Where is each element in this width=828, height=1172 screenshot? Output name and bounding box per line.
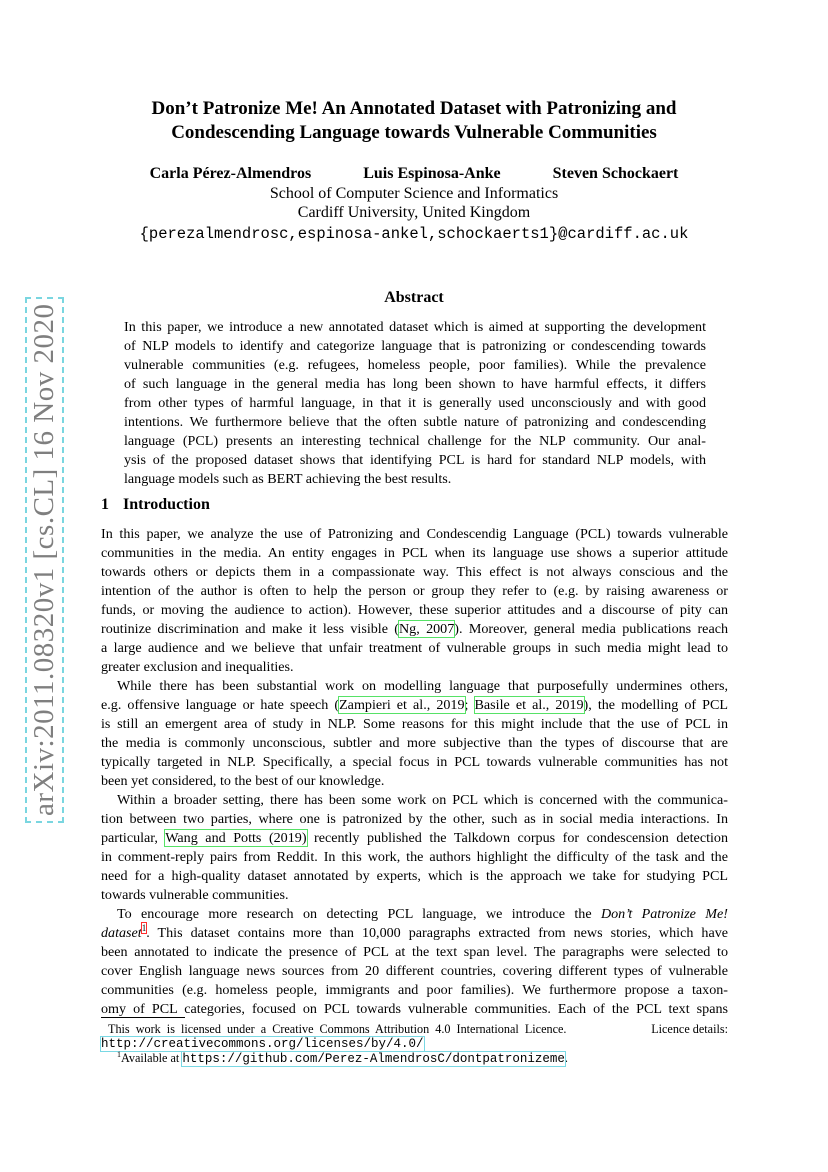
author-list xyxy=(80,165,748,183)
abstract-line: of such language in the general media has long been shown to have harmful effects, it differs xyxy=(124,376,706,392)
footnote-number: 1 xyxy=(117,1050,121,1059)
dataset-name: Don’t Patronize Me! xyxy=(600,906,728,922)
body-line: Within a broader setting, there has been some work on PCL which is concerned with the communica- xyxy=(117,792,728,808)
text-run: To encourage more research on detecting PCL language, we introduce the xyxy=(117,906,601,922)
body-line: intention of the author is often to help the person or group they refer to (e.g. by raising awareness or xyxy=(101,583,728,599)
text-run: e.g. offensive language or hate speech ( xyxy=(101,697,340,713)
body-line: communities (e.g. homeless people, immigrants and poor families). We furthermore propose a taxon- xyxy=(101,982,728,998)
abstract-line: language models such as BERT achieving the best results. xyxy=(124,471,452,487)
body-line xyxy=(101,621,728,638)
body-line: a large audience and we believe that unfair treatment of vulnerable groups in such media might lead to xyxy=(101,640,728,656)
body-line: need for a high-quality dataset annotated by experts, which is the approach we take for studying PCL xyxy=(101,868,728,884)
author-name: Carla Pérez-Almendros xyxy=(149,165,312,182)
author-name: Steven Schockaert xyxy=(552,165,679,182)
footnote-marker[interactable]: 1 xyxy=(141,923,147,934)
citation-link[interactable]: Zampieri et al., 2019 xyxy=(339,697,465,713)
citation-link[interactable]: Wang and Potts (2019) xyxy=(165,830,307,846)
section-heading xyxy=(101,496,210,514)
body-line: greater exclusion and inequalities. xyxy=(101,659,294,675)
author-emails: {perezalmendrosc,espinosa-ankel,schockaerts1}@cardiff.ac.uk xyxy=(139,225,689,243)
abstract-line: In this paper, we introduce a new annotated dataset which is aimed at supporting the development xyxy=(124,319,706,335)
dataset-name: dataset xyxy=(101,925,142,941)
paper-title-line-1: Don’t Patronize Me! An Annotated Dataset with Patronizing and xyxy=(151,98,677,119)
author-name: Luis Espinosa-Anke xyxy=(363,165,501,182)
text-run: routinize discrimination and make it less visible ( xyxy=(101,621,399,637)
paper-title-line-2: Condescending Language towards Vulnerable Communities xyxy=(171,122,657,143)
section-number: 1 xyxy=(101,496,109,513)
body-line xyxy=(101,697,728,714)
body-line xyxy=(101,830,728,847)
abstract-line: ysis of the proposed dataset shows that identifying PCL is hard for standard NLP models, with xyxy=(124,452,706,468)
text-run: ), the modelling of PCL xyxy=(583,697,728,713)
section-title: Introduction xyxy=(123,496,210,513)
body-line: is still an emergent area of study in NLP. Some reasons for this might include that the use of PCL in xyxy=(101,716,728,732)
body-line: towards others or depicts them in a compassionate way. This effect is not always conscious and the xyxy=(101,564,728,580)
body-line: omy of PCL categories, focused on PCL towards vulnerable communities. Each of the PCL text spans xyxy=(101,1001,728,1017)
footnote-period: . xyxy=(564,1051,568,1066)
body-line: been yet considered, to the best of our knowledge. xyxy=(101,773,385,789)
license-details-label: Licence details: xyxy=(651,1022,728,1036)
body-line: cover English language news sources from 20 different countries, covering different types of vulnerable xyxy=(101,963,728,979)
body-line: tion between two parties, where one is patronized by the other, such as in social media interactions. In xyxy=(101,811,728,827)
abstract-line: intentions. We furthermore believe that the often subtle nature of patronizing and condescending xyxy=(124,414,706,430)
license-url-link[interactable]: http://creativecommons.org/licenses/by/4.0/ xyxy=(101,1037,424,1051)
body-line: typically targeted in NLP. Specifically, a special focus in PCL towards vulnerable communities has not xyxy=(101,754,728,770)
arxiv-side-stamp xyxy=(28,297,61,823)
body-line: funds, or moving the audience to action). However, these superior attitudes and a discourse of pity can xyxy=(101,602,728,618)
footnote-text: Available at xyxy=(121,1051,183,1066)
footnote-1 xyxy=(117,1050,568,1066)
license-text: This work is licensed under a Creative Commons Attribution 4.0 International Licence. xyxy=(108,1022,567,1036)
text-run: ; xyxy=(464,697,475,713)
arxiv-identifier[interactable]: arXiv:2011.08320v1 [cs.CL] 16 Nov 2020 xyxy=(25,297,64,823)
body-line xyxy=(117,906,728,923)
body-line: In this paper, we analyze the use of Patronizing and Condescendig Language (PCL) towards vulnerable xyxy=(101,526,728,542)
license-url-line xyxy=(101,1036,424,1051)
body-line: communities in the media. An entity engages in PCL when its language use shows a superior attitude xyxy=(101,545,728,561)
text-run: ). Moreover, general media publications reach xyxy=(454,621,728,637)
abstract-line: vulnerable communities (e.g. refugees, homeless people, poor families). While the prevalence xyxy=(124,357,706,373)
affiliation-line: School of Computer Science and Informatics xyxy=(269,185,559,202)
text-run: particular, xyxy=(101,830,166,846)
body-line xyxy=(101,925,728,942)
text-run: recently published the Talkdown corpus for condescension detection xyxy=(306,830,728,846)
affiliation-line: Cardiff University, United Kingdom xyxy=(297,204,531,221)
body-line: While there has been substantial work on modelling language that purposefully undermines others, xyxy=(117,678,728,694)
body-line: the media is commonly unconscious, subtler and more subjective than the types of discourse that are xyxy=(101,735,728,751)
citation-link[interactable]: Basile et al., 2019 xyxy=(474,697,584,713)
github-url-link[interactable]: https://github.com/Perez-AlmendrosC/dontpatronizeme xyxy=(182,1052,565,1067)
footnote-rule xyxy=(101,1017,185,1018)
citation-link[interactable]: Ng, 2007 xyxy=(398,621,455,637)
body-line: been annotated to indicate the presence of PCL at the text span level. The paragraphs were selected to xyxy=(101,944,728,960)
abstract-heading: Abstract xyxy=(384,289,444,306)
abstract-line: of NLP models to identify and categorize language that is patronizing or condescending towards xyxy=(124,338,706,354)
body-line: towards vulnerable communities. xyxy=(101,887,289,903)
license-footnote xyxy=(108,1022,728,1037)
abstract-line: language (PCL) presents an interesting technical challenge for the NLP community. Our anal- xyxy=(124,433,706,449)
abstract-line: from other types of harmful language, in that it is generally used unconsciously and with good xyxy=(124,395,706,411)
text-run: . This dataset contains more than 10,000 paragraphs extracted from news stories, which have xyxy=(146,925,728,941)
body-line: in comment-reply pairs from Reddit. In this work, the authors highlight the difficulty of the task and the xyxy=(101,849,728,865)
